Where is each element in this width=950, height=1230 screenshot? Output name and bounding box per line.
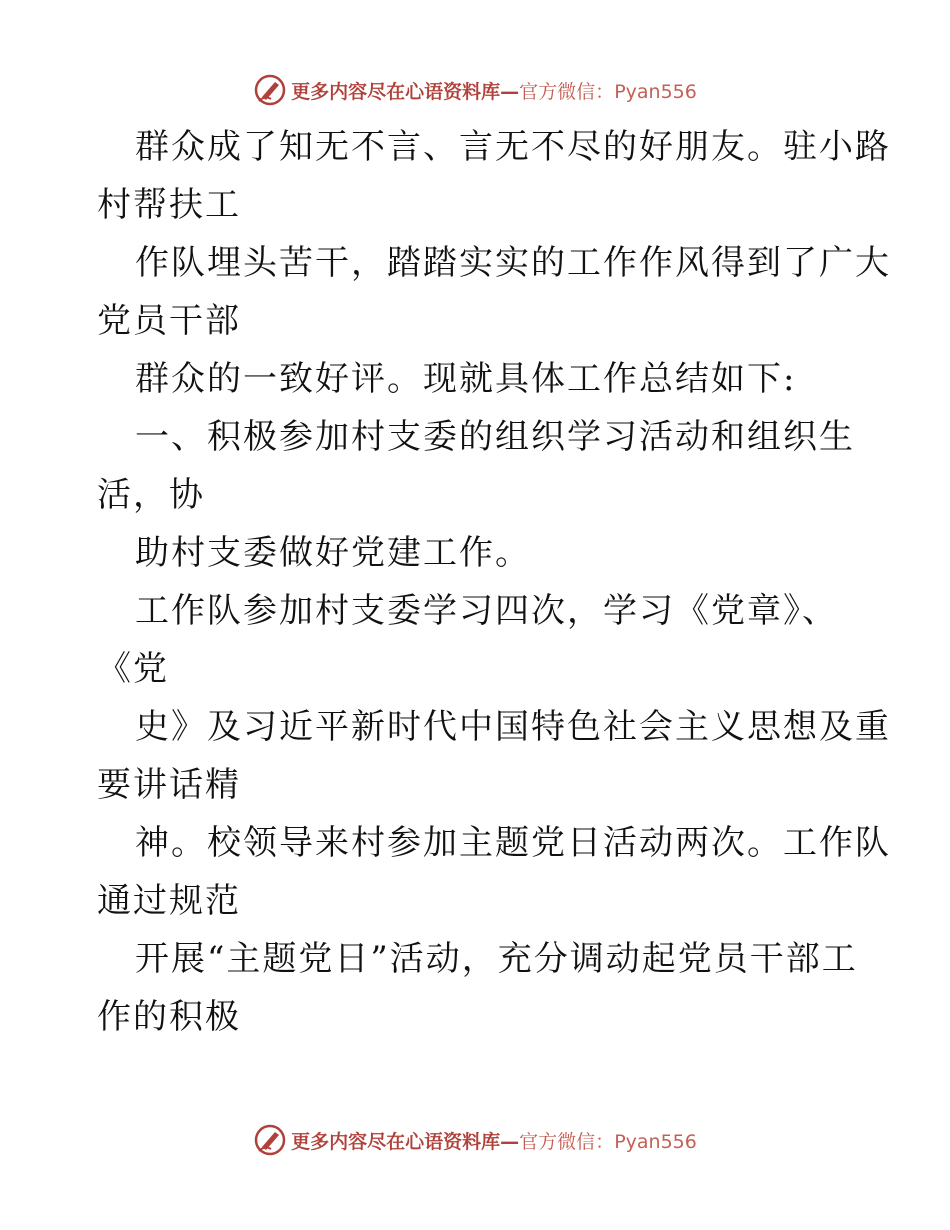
watermark-text <box>291 1127 697 1154</box>
watermark-wechat-id: Pyan556 <box>614 80 697 103</box>
document-body <box>97 118 891 1046</box>
text-line: 群众的一致好评。现就具体工作总结如下: <box>135 359 797 399</box>
watermark-brand: 更多内容尽在心语资料库 <box>291 80 501 103</box>
header-watermark <box>0 70 950 110</box>
pen-logo-icon <box>253 73 287 107</box>
watermark-brand: 更多内容尽在心语资料库 <box>291 1130 501 1153</box>
text-line: 活，协 <box>97 475 205 515</box>
watermark-dash: — <box>500 80 520 103</box>
watermark-dash: — <box>500 1130 520 1153</box>
text-line: 开展“主题党日”活动，充分调动起党员干部工 <box>135 939 858 979</box>
text-line: 神。校领导来村参加主题党日活动两次。工作队 <box>135 823 891 863</box>
footer-watermark <box>0 1120 950 1160</box>
text-line: 要讲话精 <box>97 765 241 805</box>
watermark-wechat-label: 官方微信： <box>519 80 615 103</box>
text-line: 《党 <box>97 649 169 689</box>
text-line: 助村支委做好党建工作。 <box>135 533 531 573</box>
watermark-text <box>291 77 697 104</box>
text-line: 通过规范 <box>97 881 241 921</box>
pen-logo-icon <box>253 1123 287 1157</box>
text-line: 工作队参加村支委学习四次，学习《党章》、 <box>135 591 838 631</box>
watermark-wechat-label: 官方微信： <box>519 1130 615 1153</box>
text-line: 村帮扶工 <box>97 185 241 225</box>
text-line: 一、积极参加村支委的组织学习活动和组织生 <box>135 417 855 457</box>
text-line: 作的积极 <box>97 997 241 1037</box>
watermark-wechat-id: Pyan556 <box>614 1130 697 1153</box>
text-line: 群众成了知无不言、言无不尽的好朋友。驻小路 <box>135 127 891 167</box>
text-line: 党员干部 <box>97 301 241 341</box>
text-line: 史》及习近平新时代中国特色社会主义思想及重 <box>135 707 891 747</box>
text-line: 作队埋头苦干，踏踏实实的工作作风得到了广大 <box>135 243 891 283</box>
